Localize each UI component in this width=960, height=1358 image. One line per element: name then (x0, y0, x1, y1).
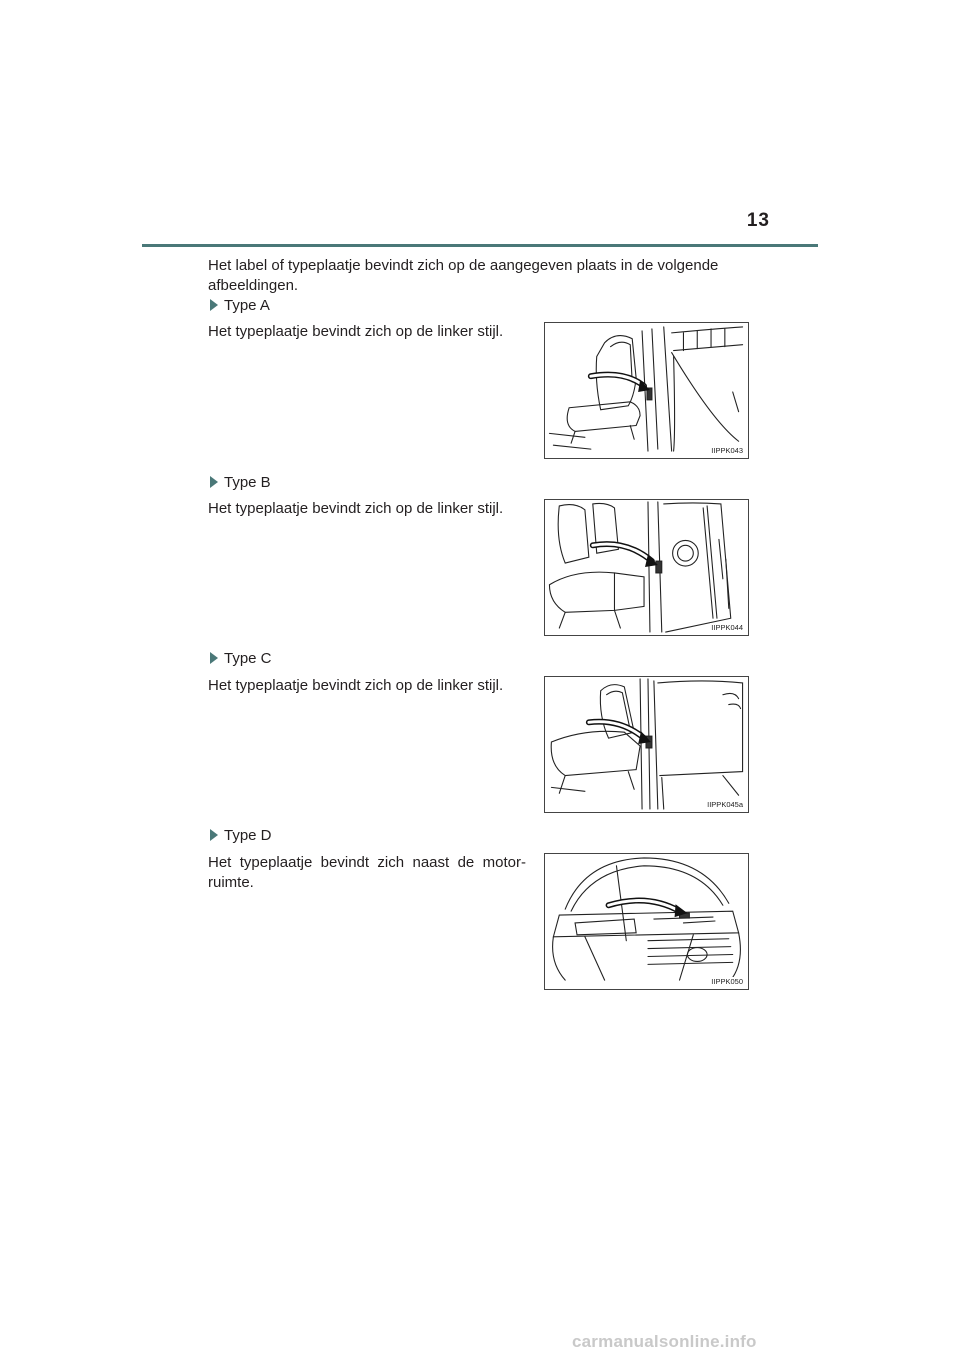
triangle-bullet-icon (210, 829, 218, 841)
type-a-heading-label: Type A (224, 297, 270, 314)
footer-watermark: carmanualsonline.info (572, 1332, 757, 1351)
type-a-figure (544, 322, 749, 459)
type-d-heading-label: Type D (224, 827, 272, 844)
type-b-description: Het typeplaatje bevindt zich op de linker stijl. (208, 500, 504, 517)
seat-pillar-illustration (545, 500, 748, 635)
intro-paragraph: Het label of typeplaatje bevindt zich op de aangegeven plaats in de volgende afbeeldingen. (208, 257, 719, 294)
type-b-figure (544, 499, 749, 636)
type-d-figure (544, 853, 749, 990)
type-a-heading (210, 297, 270, 315)
seat-pillar-illustration (545, 323, 748, 458)
type-a-figure-code: IIPPK043 (711, 446, 743, 455)
triangle-bullet-icon (210, 652, 218, 664)
type-d-heading (210, 827, 272, 845)
header-rule (142, 244, 818, 247)
type-c-heading-label: Type C (224, 650, 272, 667)
type-a-description: Het typeplaatje bevindt zich op de linker stijl. (208, 323, 504, 340)
triangle-bullet-icon (210, 476, 218, 488)
triangle-bullet-icon (210, 299, 218, 311)
type-b-heading-label: Type B (224, 474, 271, 491)
type-c-description: Het typeplaatje bevindt zich op de linker stijl. (208, 677, 504, 694)
type-d-figure-code: IIPPK050 (711, 977, 743, 986)
type-d-description: Het typeplaatje bevindt zich naast de motor-ruimte. (208, 854, 526, 891)
type-c-figure (544, 676, 749, 813)
page-number: 13 (746, 210, 770, 231)
type-c-heading (210, 650, 272, 668)
seat-pillar-illustration (545, 677, 748, 812)
type-c-figure-code: IIPPK045a (707, 800, 743, 809)
engine-bay-illustration (545, 854, 748, 989)
type-b-heading (210, 474, 271, 492)
type-b-figure-code: IIPPK044 (711, 623, 743, 632)
